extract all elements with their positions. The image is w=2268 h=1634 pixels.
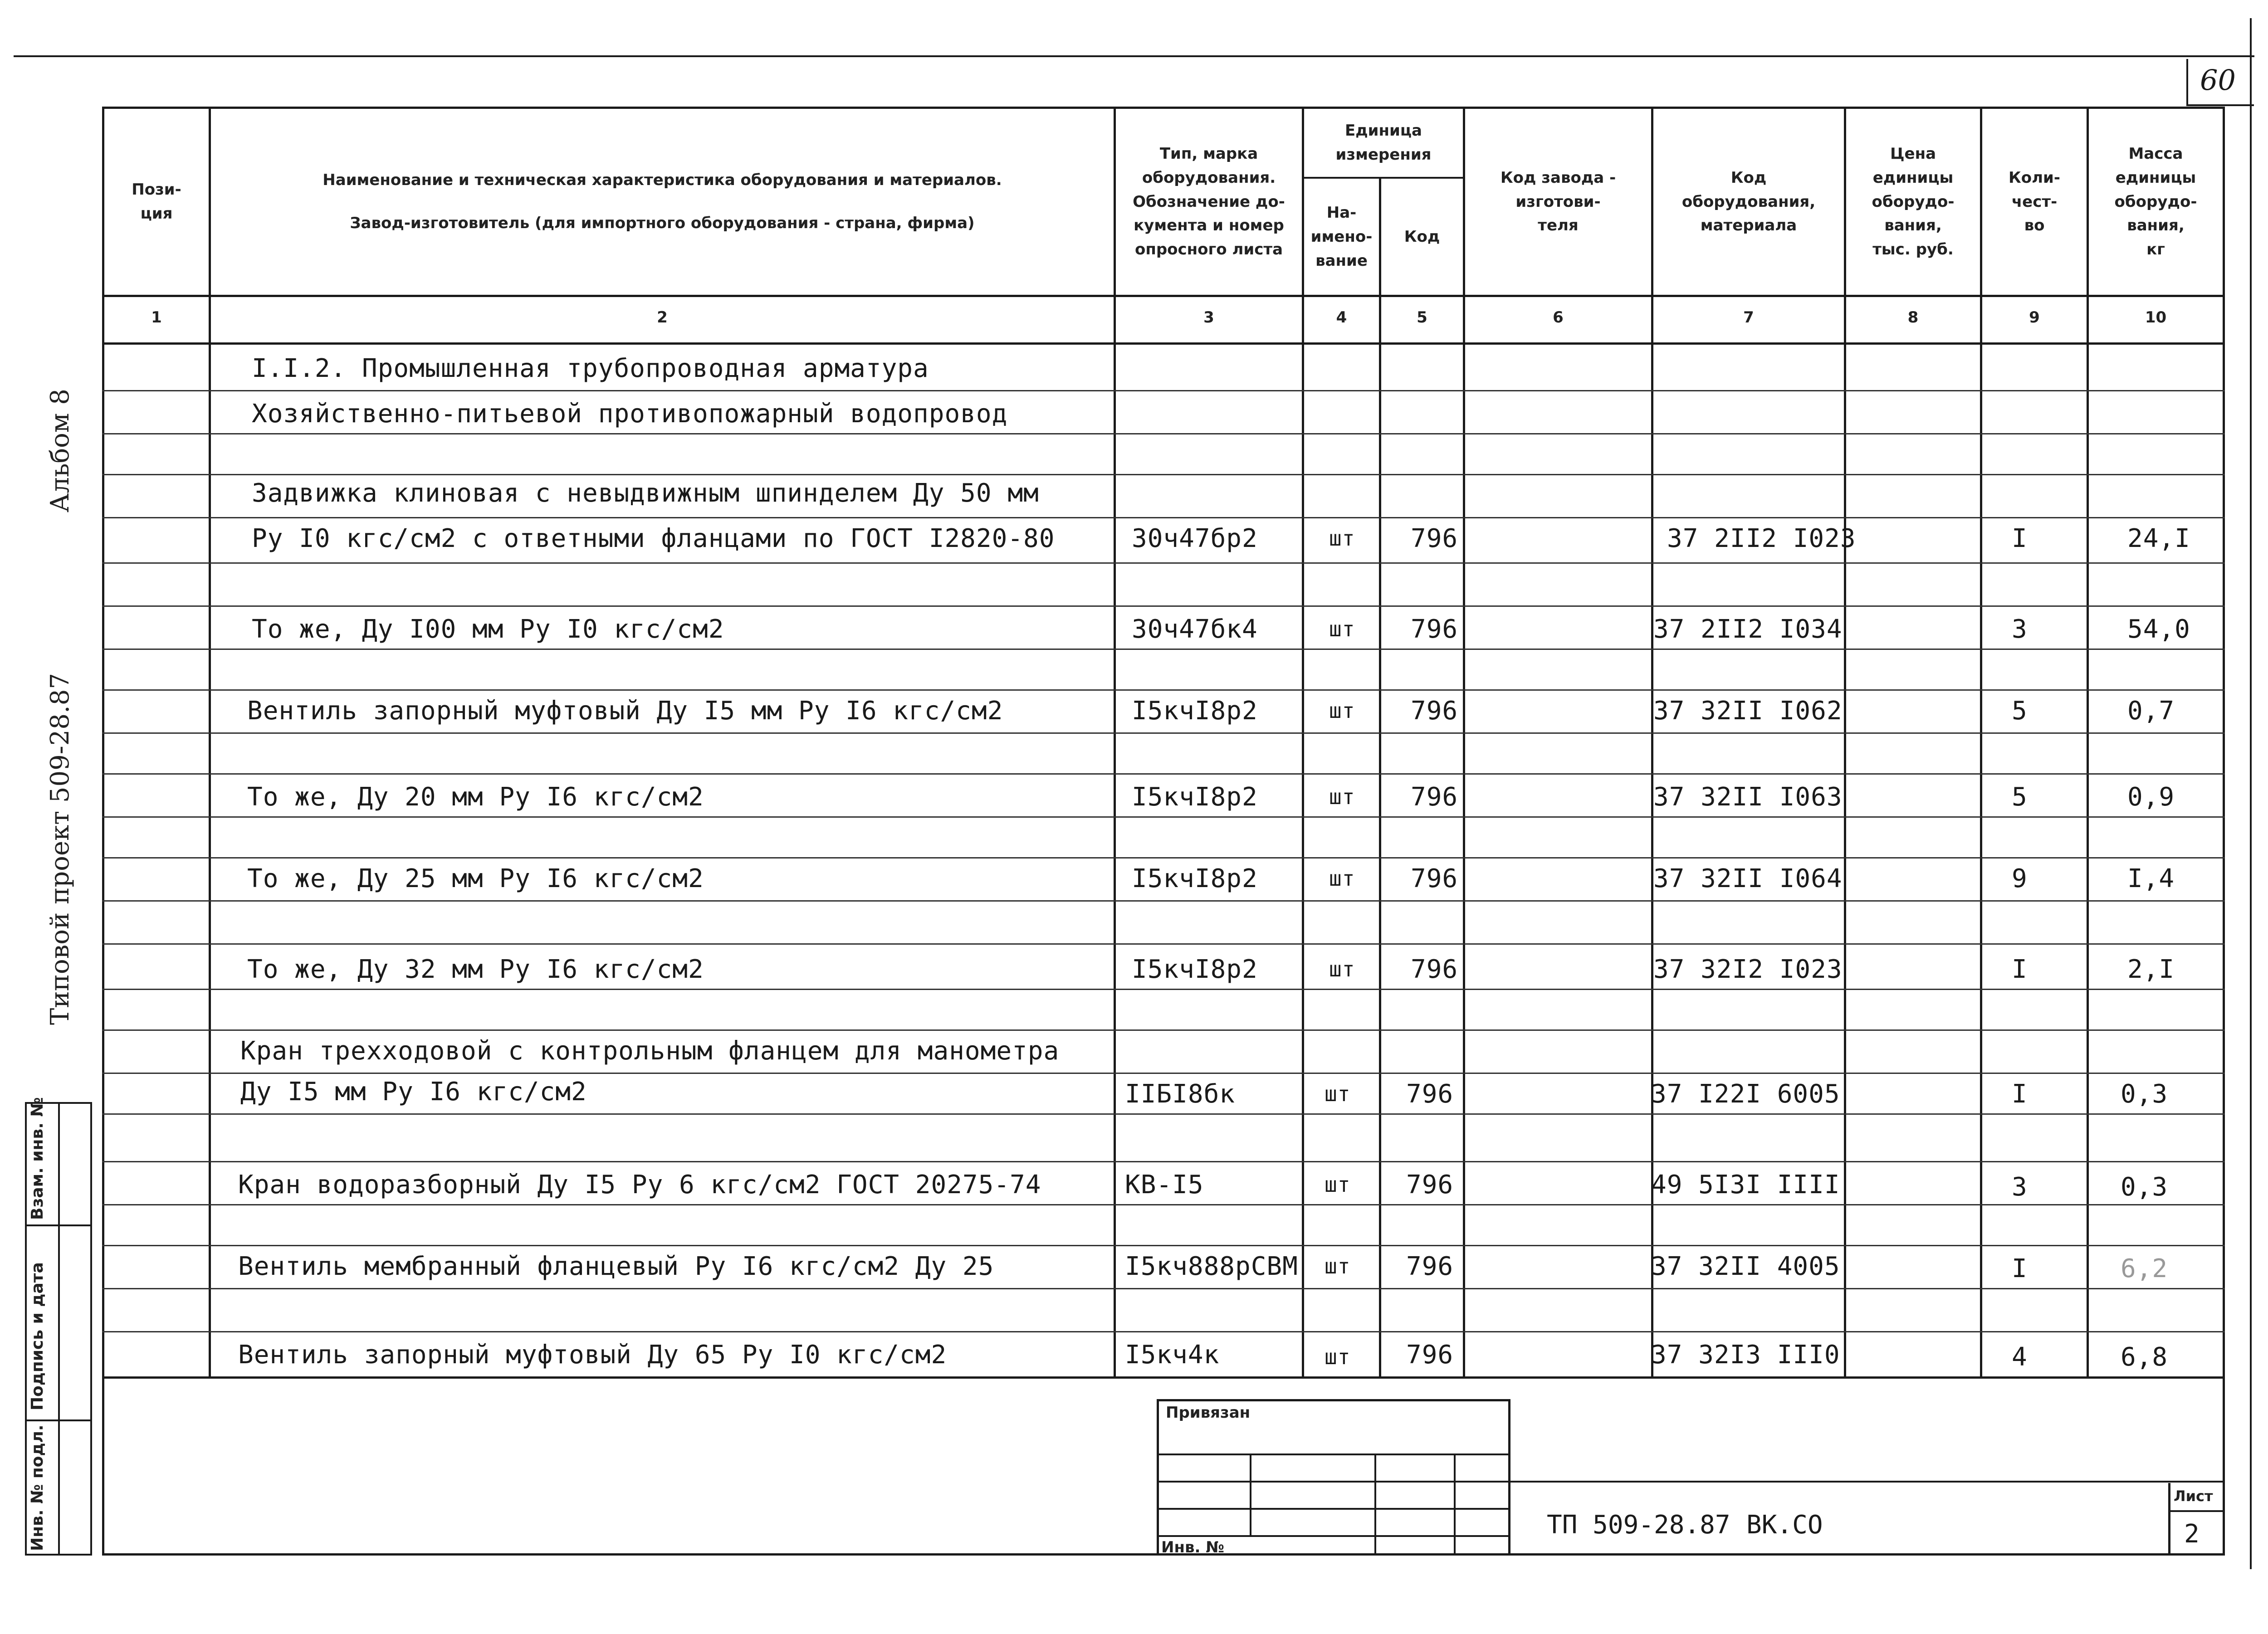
item-name: Вентиль мембранный фланцевый Ру I6 кгс/см2 Ду 25 <box>238 1252 994 1281</box>
row-rule <box>102 433 2225 434</box>
item-name: То же, Ду I00 мм Ру I0 кгс/см2 <box>252 615 724 644</box>
item-type: I5кчI8р2 <box>1132 696 1258 726</box>
item-qty: I <box>2012 1079 2028 1109</box>
colnum-7: 7 <box>1743 308 1754 327</box>
row-rule <box>102 900 2225 902</box>
item-equip: 49 5I3I IIII <box>1651 1170 1840 1200</box>
item-name: Хозяйственно-питьевой противопожарный водопровод <box>252 399 1008 429</box>
vzam-inv-label: Взам. инв. № <box>28 1097 47 1220</box>
item-type: 30ч47бк4 <box>1132 615 1258 644</box>
item-equip: 37 I22I 6005 <box>1651 1079 1840 1109</box>
item-qty: I <box>2012 955 2028 984</box>
row-rule <box>102 732 2225 734</box>
inv-orig-label: Инв. № подл. <box>28 1424 47 1551</box>
row-rule <box>102 689 2225 691</box>
item-code: 796 <box>1406 1170 1454 1200</box>
item-code: 796 <box>1411 615 1458 644</box>
colnum-8: 8 <box>1907 308 1919 327</box>
tb-rule-4 <box>1157 1535 1510 1537</box>
item-name: Задвижка клиновая с невыдвижным шпинделем Ду 50 мм <box>252 478 1039 508</box>
item-code: 796 <box>1411 864 1458 893</box>
album-label: Альбом 8 <box>45 389 75 512</box>
header-maker-code: Код завода - изготови- теля <box>1500 168 1616 235</box>
item-code: 796 <box>1411 782 1458 812</box>
col-line-4 <box>1379 177 1381 1379</box>
item-equip: 37 32I3 III0 <box>1651 1340 1840 1370</box>
sign-date-label: Подпись и дата <box>28 1262 47 1410</box>
item-equip: 37 2II2 I034 <box>1653 615 1843 644</box>
item-code: 796 <box>1411 696 1458 726</box>
doc-code-top-rule <box>1510 1481 2225 1483</box>
item-type: I5кчI8р2 <box>1132 782 1258 812</box>
privyazan-label: Привязан <box>1166 1404 1251 1422</box>
unit-group-rule <box>1302 177 1463 179</box>
item-qty: 3 <box>2012 615 2028 644</box>
item-equip: 37 32II I064 <box>1653 864 1843 893</box>
colnum-5: 5 <box>1417 308 1427 327</box>
item-code: 796 <box>1411 955 1458 984</box>
header-mass: Масса единицы оборудо- вания, кг <box>2114 145 2197 259</box>
item-qty: 4 <box>2012 1342 2028 1372</box>
item-unit: шт <box>1325 1254 1351 1278</box>
item-code: 796 <box>1406 1340 1454 1370</box>
item-mass: 0,3 <box>2121 1172 2168 1202</box>
row-rule <box>102 1288 2225 1289</box>
item-qty: 5 <box>2012 782 2028 812</box>
tb-col-2 <box>1374 1454 1376 1556</box>
item-qty: 5 <box>2012 696 2028 726</box>
item-mass: 0,7 <box>2127 696 2175 726</box>
item-equip: 37 32II I062 <box>1653 696 1843 726</box>
sheet-label: Лист <box>2174 1488 2213 1505</box>
item-qty: 9 <box>2012 864 2028 893</box>
header-unit-group: Единица измерения <box>1335 122 1432 164</box>
sheet-number: 2 <box>2184 1519 2200 1549</box>
item-equip: 37 32II 4005 <box>1651 1252 1840 1281</box>
item-unit: шт <box>1325 1345 1351 1369</box>
header-unit-code: Код <box>1404 228 1440 246</box>
doc-code: ТП 509-28.87 <box>1547 1510 1730 1540</box>
item-mass: 6,8 <box>2121 1342 2168 1372</box>
item-name: Кран трехходовой с контрольным фланцем для манометра <box>240 1036 1060 1066</box>
row-rule <box>102 989 2225 990</box>
row-rule <box>102 816 2225 818</box>
colnum-9: 9 <box>2029 308 2040 327</box>
colnum-3: 3 <box>1203 308 1214 327</box>
item-name: Ду I5 мм Ру I6 кгс/см2 <box>240 1077 587 1107</box>
inv-no-label: Инв. № <box>1161 1538 1225 1556</box>
colnum-bottom-rule <box>102 342 2225 345</box>
header-type: Тип, марка оборудования. Обозначение до- кумента и номер опросного листа <box>1133 145 1285 259</box>
header-position: Пози- ция <box>132 180 181 223</box>
item-code: 796 <box>1406 1079 1454 1109</box>
item-mass: 2,I <box>2127 955 2175 984</box>
row-rule <box>102 605 2225 607</box>
item-name: Кран водоразборный Ду I5 Ру 6 кгс/см2 ГОСТ 20275-74 <box>238 1170 1041 1200</box>
colnum-1: 1 <box>151 308 162 327</box>
colnum-6: 6 <box>1553 308 1564 327</box>
row-rule <box>102 562 2225 564</box>
row-rule <box>102 773 2225 775</box>
tb-rule-3 <box>1157 1508 1510 1510</box>
item-unit: шт <box>1329 617 1355 641</box>
item-unit: шт <box>1329 698 1355 723</box>
row-rule <box>102 1204 2225 1205</box>
item-mass: 54,0 <box>2127 615 2190 644</box>
stamp-column-divider <box>58 1102 60 1556</box>
header-name: Наименование и техническая характеристика оборудования и материалов. Завод-изготовитель (для импортного оборудования - страна, фирма) <box>323 171 1002 232</box>
page-number-corner: 60 <box>2200 63 2236 97</box>
stamp-div-2 <box>25 1419 92 1421</box>
tb-col-1 <box>1250 1454 1251 1535</box>
item-type: I5кч4к <box>1125 1340 1220 1370</box>
header-qty: Коли- чест- во <box>2009 168 2060 235</box>
row-rule <box>102 649 2225 650</box>
corner-rule <box>2250 18 2252 1569</box>
row-rule <box>102 857 2225 858</box>
privyazan-block <box>1157 1399 1510 1556</box>
item-unit: шт <box>1325 1172 1351 1197</box>
item-mass: 0,3 <box>2121 1079 2168 1109</box>
item-equip: 37 2II2 I023 <box>1667 524 1856 553</box>
colnum-10: 10 <box>2145 308 2167 327</box>
item-unit: шт <box>1329 526 1355 551</box>
item-code: 796 <box>1406 1252 1454 1281</box>
item-code: 796 <box>1411 524 1458 553</box>
row-rule <box>102 1113 2225 1115</box>
header-price: Цена единицы оборудо- вания, тыс. руб. <box>1872 145 1955 259</box>
item-name: Вентиль запорный муфтовый Ду I5 мм Ру I6 кгс/см2 <box>247 696 1003 726</box>
item-name: То же, Ду 25 мм Ру I6 кгс/см2 <box>247 864 704 893</box>
tb-rule-1 <box>1157 1454 1510 1455</box>
header-bottom-rule <box>102 295 2225 297</box>
item-unit: шт <box>1329 866 1355 891</box>
item-type: I5кчI8р2 <box>1132 864 1258 893</box>
body-bottom-rule <box>102 1376 2225 1379</box>
item-mass: I,4 <box>2127 864 2175 893</box>
project-label: Типовой проект 509-28.87 <box>45 673 75 1025</box>
row-rule <box>102 1245 2225 1246</box>
item-equip: 37 32I2 I023 <box>1653 955 1843 984</box>
item-mass: 6,2 <box>2121 1254 2168 1283</box>
row-rule <box>102 517 2225 518</box>
item-unit: шт <box>1329 957 1355 981</box>
item-equip: 37 32II I063 <box>1653 782 1843 812</box>
item-unit: шт <box>1329 785 1355 809</box>
col-line-5 <box>1463 107 1465 1379</box>
item-qty: I <box>2012 524 2028 553</box>
colnum-4: 4 <box>1336 308 1347 327</box>
item-mass: 24,I <box>2127 524 2190 553</box>
item-name: Вентиль запорный муфтовый Ду 65 Ру I0 кгс/см2 <box>238 1340 947 1370</box>
item-name: I.I.2. Промышленная трубопроводная арматура <box>252 354 929 383</box>
row-rule <box>102 390 2225 391</box>
stamp-div-1 <box>25 1224 92 1226</box>
col-line-2 <box>1114 107 1116 1379</box>
tb-rule-2 <box>1157 1481 1510 1483</box>
header-unit-name: На- имено- вание <box>1310 204 1373 270</box>
item-qty: 3 <box>2012 1172 2028 1202</box>
top-rule <box>14 55 2254 57</box>
col-line-7 <box>1844 107 1846 1379</box>
item-unit: шт <box>1325 1082 1351 1106</box>
row-rule <box>102 943 2225 945</box>
row-rule <box>102 474 2225 475</box>
item-type: IIБI8бк <box>1125 1079 1236 1109</box>
row-rule <box>102 1029 2225 1031</box>
item-type: 30ч47бр2 <box>1132 524 1258 553</box>
item-name: То же, Ду 32 мм Ру I6 кгс/см2 <box>247 955 704 984</box>
col-line-3 <box>1302 107 1304 1379</box>
item-mass: 0,9 <box>2127 782 2175 812</box>
doc-mark: ВК.СО <box>1746 1510 1823 1540</box>
item-type: I5кч888рСВМ <box>1125 1252 1298 1281</box>
col-line-1 <box>209 107 211 1379</box>
sheet-box-rule <box>2168 1510 2223 1512</box>
item-name: Ру I0 кгс/см2 с ответными фланцами по ГОСТ I2820-80 <box>252 524 1055 553</box>
row-rule <box>102 1073 2225 1074</box>
row-rule <box>102 1331 2225 1332</box>
item-type: КВ-I5 <box>1125 1170 1204 1200</box>
col-line-9 <box>2087 107 2089 1379</box>
col-line-8 <box>1980 107 1982 1379</box>
item-name: То же, Ду 20 мм Ру I6 кгс/см2 <box>247 782 704 812</box>
header-equip-code: Код оборудования, материала <box>1681 168 1816 235</box>
row-rule <box>102 1161 2225 1162</box>
item-qty: I <box>2012 1254 2028 1283</box>
item-type: I5кчI8р2 <box>1132 955 1258 984</box>
colnum-2: 2 <box>657 308 668 327</box>
tb-col-3 <box>1454 1454 1456 1556</box>
